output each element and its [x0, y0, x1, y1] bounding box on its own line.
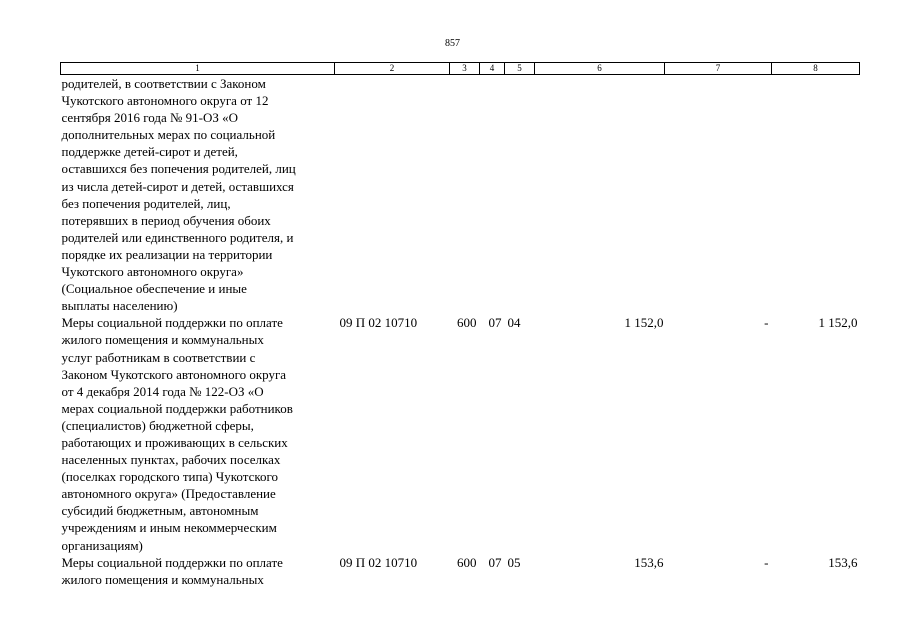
row-name-line: субсидий бюджетным, автономным: [61, 503, 259, 519]
row-name-line: порядке их реализации на территории: [61, 246, 273, 262]
row-name-line: Меры социальной поддержки по оплате: [61, 554, 283, 570]
row-name-line: Чукотского автономного округа от 12: [61, 93, 269, 109]
row-total: [535, 75, 665, 315]
row-col8: [772, 75, 860, 315]
row-vr: [450, 75, 480, 315]
row-pr: [505, 75, 535, 315]
table-row: [61, 314, 860, 553]
row-rz: 07: [488, 315, 502, 331]
row-col8: 153,6: [828, 554, 858, 570]
row-col7: -: [764, 554, 769, 570]
table-row: [61, 75, 860, 315]
row-name-line: дополнительных мерах по социальной: [61, 127, 276, 143]
column-header-5: 5: [505, 63, 535, 75]
row-vr: 600: [457, 315, 477, 331]
row-name: [61, 554, 335, 588]
column-header-2: 2: [335, 63, 450, 75]
row-rz: 07: [488, 554, 502, 570]
row-name-line: из числа детей-сирот и детей, оставшихся: [61, 178, 294, 194]
column-header-7: 7: [665, 63, 772, 75]
row-name-line: оставшихся без попечения родителей, лиц: [61, 161, 296, 177]
row-name-line: жилого помещения и коммунальных: [61, 332, 264, 348]
row-name-line: потерявших в период обучения обоих: [61, 212, 271, 228]
row-vr: 600: [457, 554, 477, 570]
row-name-line: сентября 2016 года № 91-ОЗ «О: [61, 110, 239, 126]
row-name: [61, 75, 335, 315]
row-name-line: организациям): [61, 537, 143, 553]
row-rz: [480, 75, 505, 315]
page-number: 857: [445, 38, 460, 49]
row-name-line: поддержке детей-сирот и детей,: [61, 144, 238, 160]
row-name-line: услуг работникам в соответствии с: [61, 349, 256, 365]
row-name-line: выплаты населению): [61, 298, 178, 314]
row-name-line: Законом Чукотского автономного округа: [61, 366, 287, 382]
row-name-line: без попечения родителей, лиц,: [61, 195, 231, 211]
table-row: [61, 554, 860, 588]
row-total: 1 152,0: [624, 315, 664, 331]
column-header-3: 3: [450, 63, 480, 75]
row-name-line: Меры социальной поддержки по оплате: [61, 315, 283, 331]
row-pr: 05: [507, 554, 521, 570]
column-header-4: 4: [480, 63, 505, 75]
row-name-line: Чукотского автономного округа»: [61, 264, 244, 280]
row-name-line: автономного округа» (Предоставление: [61, 486, 276, 502]
row-name-line: жилого помещения и коммунальных: [61, 571, 264, 587]
row-name-line: родителей, в соответствии с Законом: [61, 76, 266, 91]
row-total: 153,6: [634, 554, 664, 570]
row-code: [335, 75, 450, 315]
row-name-line: мерах социальной поддержки работников: [61, 400, 293, 416]
column-number-header: [61, 63, 860, 75]
row-name-line: (Социальное обеспечение и иные: [61, 281, 247, 297]
row-name-line: работающих и проживающих в сельских: [61, 434, 288, 450]
row-name-line: (специалистов) бюджетной сферы,: [61, 417, 254, 433]
row-name-line: учреждениям и иным некоммерческим: [61, 520, 277, 536]
column-header-1: 1: [61, 63, 335, 75]
row-name-line: родителей или единственного родителя, и: [61, 229, 294, 245]
row-col7: -: [764, 315, 769, 331]
row-name-line: (поселках городского типа) Чукотского: [61, 469, 279, 485]
row-name-line: от 4 декабря 2014 года № 122-ОЗ «О: [61, 383, 264, 399]
row-code: 09 П 02 10710: [339, 315, 418, 331]
column-header-6: 6: [535, 63, 665, 75]
row-name: [61, 314, 335, 553]
row-col7: [665, 75, 772, 315]
row-name-line: населенных пунктах, рабочих поселках: [61, 452, 281, 468]
row-col8: 1 152,0: [818, 315, 858, 331]
column-header-8: 8: [772, 63, 860, 75]
row-pr: 04: [507, 315, 521, 331]
budget-table: [60, 62, 860, 588]
row-code: 09 П 02 10710: [339, 554, 418, 570]
